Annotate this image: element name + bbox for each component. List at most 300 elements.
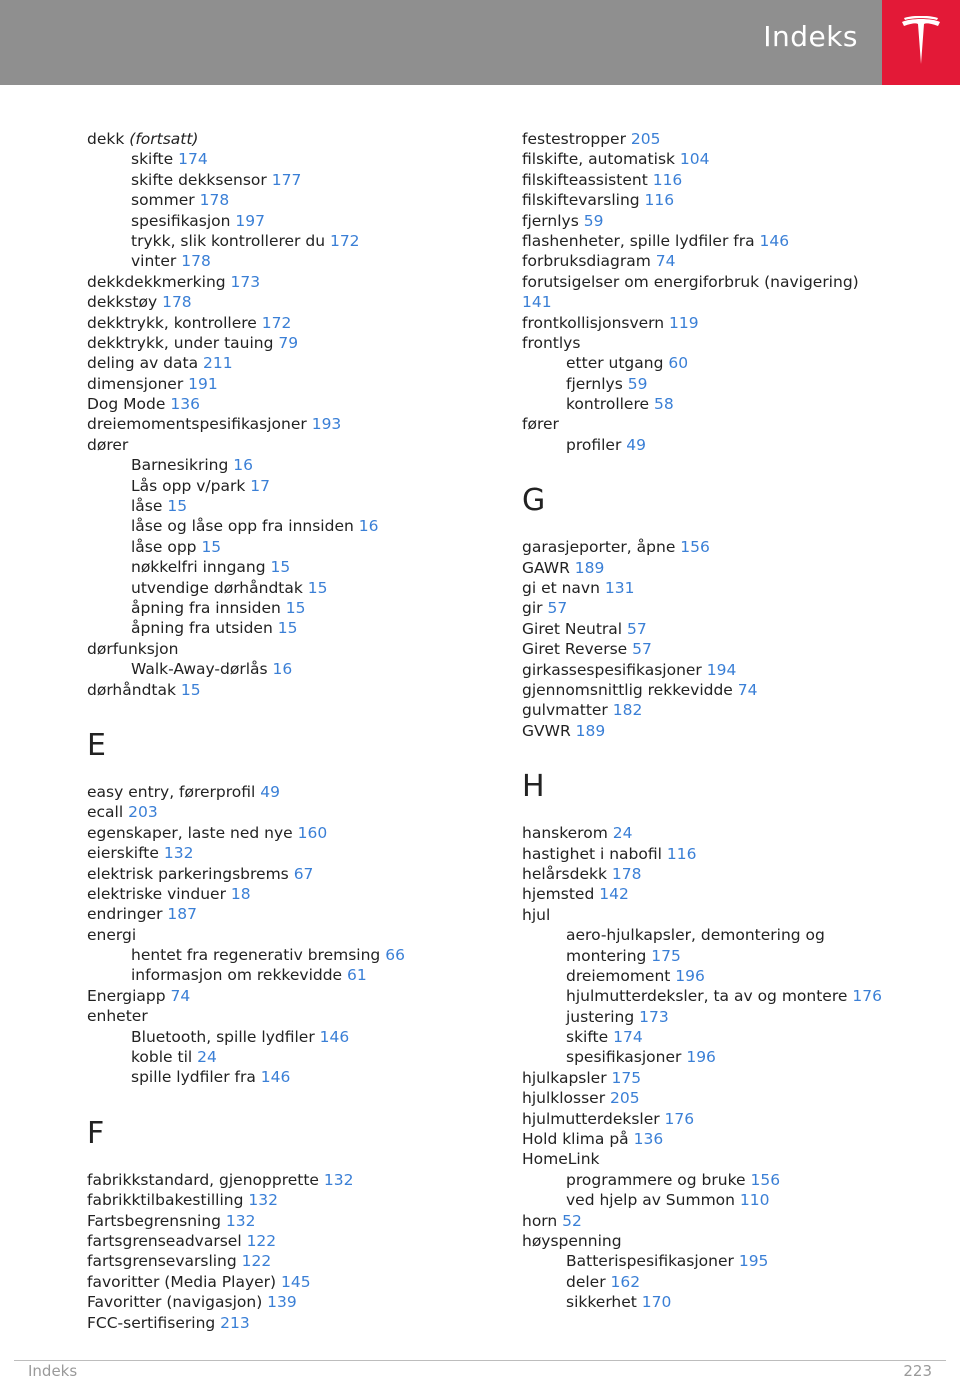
entry-text: dekk bbox=[87, 130, 130, 148]
index-entry bbox=[522, 864, 922, 884]
page-link[interactable]: 119 bbox=[669, 313, 699, 332]
entry-text: enheter bbox=[87, 1007, 148, 1026]
index-entry bbox=[522, 272, 922, 292]
index-entry bbox=[87, 925, 487, 945]
index-entry bbox=[87, 313, 487, 333]
page-title: Indeks bbox=[763, 20, 858, 53]
index-entry bbox=[87, 864, 487, 884]
page-link[interactable]: 74 bbox=[737, 680, 758, 699]
page-link[interactable]: 189 bbox=[574, 558, 605, 577]
index-subentry bbox=[87, 598, 487, 618]
index-letter-heading: E bbox=[87, 727, 106, 763]
entry-text: hjul bbox=[522, 905, 551, 924]
index-entry bbox=[87, 843, 487, 863]
page-link[interactable]: 174 bbox=[178, 150, 208, 169]
index-entry bbox=[87, 272, 487, 292]
page-link[interactable]: 57 bbox=[632, 640, 652, 659]
footer-divider bbox=[14, 1360, 946, 1361]
index-subentry bbox=[87, 618, 487, 638]
entry-text: dekkdekkmerking bbox=[87, 272, 231, 291]
index-subentry bbox=[522, 1272, 922, 1292]
page-link[interactable]: 131 bbox=[604, 579, 635, 598]
entry-text: profiler bbox=[566, 435, 627, 454]
index-entry bbox=[87, 1231, 487, 1251]
page-link[interactable]: 52 bbox=[562, 1211, 582, 1230]
entry-text: filskiftevarsling bbox=[522, 191, 645, 210]
index-subentry bbox=[522, 925, 922, 945]
index-subentry bbox=[87, 476, 487, 496]
entry-text: energi bbox=[87, 925, 137, 944]
page-link[interactable]: 132 bbox=[225, 1211, 256, 1230]
page-link[interactable]: 122 bbox=[241, 1252, 272, 1271]
entry-text: kontrollere bbox=[566, 395, 654, 414]
page-link[interactable]: 49 bbox=[260, 782, 281, 801]
page-link[interactable]: 59 bbox=[583, 211, 604, 230]
entry-text: egenskaper, laste ned nye bbox=[87, 823, 298, 842]
page-link[interactable]: 191 bbox=[188, 374, 218, 393]
entry-text: festestropper bbox=[522, 130, 631, 148]
page-link[interactable]: 173 bbox=[230, 272, 261, 291]
entry-text: GAWR bbox=[522, 558, 575, 577]
index-entry bbox=[87, 823, 487, 843]
page-link[interactable]: 67 bbox=[293, 864, 314, 883]
entry-text: hjulmutterdeksler, ta av og montere bbox=[566, 987, 853, 1006]
page-link[interactable]: 145 bbox=[281, 1272, 311, 1291]
index-entry bbox=[87, 986, 487, 1006]
entry-text: dekktrykk, kontrollere bbox=[87, 313, 262, 332]
entry-text: dørfunksjon bbox=[87, 639, 179, 658]
page-link[interactable]: 176 bbox=[664, 1109, 695, 1128]
index-subentry bbox=[522, 1047, 922, 1067]
entry-text: vinter bbox=[131, 252, 182, 271]
index-entry bbox=[522, 292, 922, 312]
entry-text: låse og låse opp fra innsiden bbox=[131, 517, 359, 536]
page-link[interactable]: 132 bbox=[163, 844, 194, 863]
index-subentry bbox=[87, 1047, 487, 1067]
index-entry bbox=[87, 435, 487, 455]
page-link[interactable]: 18 bbox=[230, 884, 251, 903]
entry-text: høyspenning bbox=[522, 1231, 622, 1250]
page-link[interactable]: 194 bbox=[706, 660, 737, 679]
index-entry bbox=[522, 578, 922, 598]
entry-text: dimensjoner bbox=[87, 374, 189, 393]
entry-text: easy entry, førerprofil bbox=[87, 782, 261, 801]
page-link[interactable]: 49 bbox=[626, 435, 646, 454]
index-letter-heading: G bbox=[522, 483, 546, 519]
entry-text: åpning fra innsiden bbox=[131, 598, 286, 617]
index-entry bbox=[87, 782, 487, 802]
index-entry bbox=[522, 149, 922, 169]
index-subentry bbox=[522, 394, 922, 414]
index-subentry bbox=[87, 965, 487, 985]
index-entry bbox=[87, 1313, 487, 1333]
page-link[interactable]: 170 bbox=[641, 1293, 672, 1312]
entry-text: hentet fra regenerativ bremsing bbox=[131, 946, 386, 965]
page-link[interactable]: 177 bbox=[271, 170, 302, 189]
page-link[interactable]: 142 bbox=[599, 885, 629, 904]
entry-text: sommer bbox=[131, 191, 200, 210]
entry-text: åpning fra utsiden bbox=[131, 619, 278, 638]
page-link[interactable]: 110 bbox=[739, 1191, 770, 1210]
entry-text: Energiapp bbox=[87, 986, 171, 1005]
page-link[interactable]: 139 bbox=[267, 1293, 297, 1312]
tesla-logo-icon bbox=[900, 16, 942, 68]
page-link[interactable]: 156 bbox=[680, 538, 710, 557]
entry-text: favoritter (Media Player) bbox=[87, 1272, 282, 1291]
entry-text: låse bbox=[131, 497, 168, 516]
entry-text: GVWR bbox=[522, 721, 576, 740]
index-subentry bbox=[87, 149, 487, 169]
entry-text: Bluetooth, spille lydfiler bbox=[131, 1027, 320, 1046]
page-link[interactable]: 172 bbox=[261, 313, 292, 332]
entry-text: nøkkelfri inngang bbox=[131, 558, 271, 577]
index-entry bbox=[87, 1211, 487, 1231]
index-entry bbox=[522, 231, 922, 251]
entry-text: forbruksdiagram bbox=[522, 252, 656, 271]
index-entry bbox=[87, 333, 487, 353]
page-link[interactable]: 156 bbox=[750, 1170, 781, 1189]
page-link[interactable]: 116 bbox=[644, 191, 675, 210]
entry-text: frontlys bbox=[522, 333, 581, 352]
page-link[interactable]: 16 bbox=[233, 456, 253, 475]
index-subentry bbox=[87, 231, 487, 251]
index-entry bbox=[522, 170, 922, 190]
page-link[interactable]: 132 bbox=[248, 1191, 278, 1210]
page-link[interactable]: 213 bbox=[220, 1313, 250, 1332]
index-entry bbox=[522, 190, 922, 210]
page-link[interactable]: 187 bbox=[167, 905, 197, 924]
page-link[interactable]: 162 bbox=[610, 1272, 641, 1291]
entry-text: Walk-Away-dørlås bbox=[131, 660, 273, 679]
page-link[interactable]: 15 bbox=[201, 537, 222, 556]
entry-text: fartsgrenseadvarsel bbox=[87, 1231, 247, 1250]
entry-text: aero-hjulkapsler, demontering og bbox=[566, 926, 825, 945]
page-link[interactable]: 57 bbox=[547, 599, 568, 618]
page-link[interactable]: 172 bbox=[329, 231, 360, 250]
page-link[interactable]: 122 bbox=[246, 1231, 277, 1250]
entry-text: frontkollisjonsvern bbox=[522, 313, 670, 332]
index-entry bbox=[522, 1149, 922, 1169]
entry-text: spesifikasjon bbox=[131, 211, 236, 230]
entry-text: fabrikkstandard, gjenopprette bbox=[87, 1170, 324, 1189]
page-link[interactable]: 189 bbox=[575, 721, 606, 740]
page-link[interactable]: 15 bbox=[180, 680, 201, 699]
entry-text: gulvmatter bbox=[522, 701, 613, 720]
index-entry bbox=[522, 1211, 922, 1231]
entry-text: Favoritter (navigasjon) bbox=[87, 1293, 268, 1312]
entry-text: fører bbox=[522, 415, 559, 434]
index-subentry bbox=[87, 455, 487, 475]
page-link[interactable]: 15 bbox=[270, 558, 291, 577]
index-entry bbox=[522, 558, 922, 578]
entry-text: Giret Neutral bbox=[522, 619, 628, 638]
tesla-logo bbox=[882, 0, 960, 85]
index-entry bbox=[522, 905, 922, 925]
entry-text: FCC-sertifisering bbox=[87, 1313, 221, 1332]
page-link[interactable]: 59 bbox=[627, 374, 648, 393]
index-subentry bbox=[87, 516, 487, 536]
entry-text: eierskifte bbox=[87, 844, 164, 863]
entry-text: hjulklosser bbox=[522, 1089, 611, 1108]
index-entry bbox=[87, 884, 487, 904]
entry-text: fjernlys bbox=[566, 374, 628, 393]
entry-text: ved hjelp av Summon bbox=[566, 1191, 740, 1210]
index-subentry bbox=[87, 578, 487, 598]
entry-text: skifte bbox=[131, 150, 179, 169]
entry-text: Lås opp v/park bbox=[131, 476, 251, 495]
page-link[interactable]: 178 bbox=[181, 252, 211, 271]
index-entry bbox=[522, 1109, 922, 1129]
index-entry bbox=[87, 414, 487, 434]
footer-page-number: 223 bbox=[903, 1362, 932, 1380]
index-entry bbox=[87, 394, 487, 414]
index-subentry bbox=[522, 353, 922, 373]
entry-text: fabrikktilbakestilling bbox=[87, 1191, 249, 1210]
page-link[interactable]: 116 bbox=[652, 170, 683, 189]
entry-text: HomeLink bbox=[522, 1150, 600, 1169]
entry-text: montering bbox=[566, 946, 652, 965]
index-entry bbox=[522, 619, 922, 639]
entry-text: Batterispesifikasjoner bbox=[566, 1252, 739, 1271]
page-link[interactable]: 16 bbox=[358, 517, 379, 536]
index-entry bbox=[522, 823, 922, 843]
entry-text: fjernlys bbox=[522, 211, 584, 230]
entry-text: trykk, slik kontrollerer du bbox=[131, 231, 330, 250]
page-link[interactable]: 57 bbox=[627, 619, 647, 638]
entry-text: dreiemomentspesifikasjoner bbox=[87, 415, 312, 434]
index-entry bbox=[87, 1251, 487, 1271]
page-link[interactable]: 205 bbox=[630, 130, 661, 148]
index-subentry bbox=[522, 946, 922, 966]
entry-text: dekktrykk, under tauing bbox=[87, 333, 279, 352]
entry-text: koble til bbox=[131, 1048, 198, 1067]
index-subentry bbox=[522, 435, 922, 455]
page-link[interactable]: 141 bbox=[522, 293, 552, 312]
index-entry bbox=[522, 129, 922, 149]
page-link[interactable]: 74 bbox=[170, 986, 191, 1005]
index-entry bbox=[522, 721, 922, 741]
entry-text: dørhåndtak bbox=[87, 680, 181, 699]
page-link[interactable]: 79 bbox=[278, 333, 299, 352]
page-link[interactable]: 66 bbox=[385, 946, 405, 965]
entry-continued-note: (fortsatt) bbox=[129, 130, 199, 148]
index-letter-heading: H bbox=[522, 769, 545, 805]
entry-text: gjennomsnittlig rekkevidde bbox=[522, 680, 738, 699]
page-link[interactable]: 132 bbox=[323, 1170, 354, 1189]
entry-text: utvendige dørhåndtak bbox=[131, 578, 308, 597]
index-subentry bbox=[522, 1027, 922, 1047]
page-header bbox=[0, 0, 960, 85]
page-link[interactable]: 136 bbox=[633, 1130, 664, 1149]
entry-text: deling av data bbox=[87, 354, 204, 373]
index-entry bbox=[522, 1129, 922, 1149]
index-entry bbox=[87, 129, 487, 149]
entry-text: girkassespesifikasjoner bbox=[522, 660, 707, 679]
index-entry bbox=[522, 680, 922, 700]
index-entry bbox=[522, 639, 922, 659]
entry-text: gir bbox=[522, 599, 548, 618]
entry-text: programmere og bruke bbox=[566, 1170, 751, 1189]
index-entry bbox=[522, 660, 922, 680]
entry-text: sikkerhet bbox=[566, 1293, 642, 1312]
entry-text: elektrisk parkeringsbrems bbox=[87, 864, 294, 883]
index-entry bbox=[522, 251, 922, 271]
index-subentry bbox=[522, 986, 922, 1006]
entry-text: spille lydfiler fra bbox=[131, 1068, 261, 1087]
index-subentry bbox=[87, 211, 487, 231]
index-subentry bbox=[522, 966, 922, 986]
entry-text: hjemsted bbox=[522, 885, 600, 904]
index-subentry bbox=[87, 945, 487, 965]
page-link[interactable]: 182 bbox=[612, 701, 643, 720]
index-entry bbox=[522, 598, 922, 618]
index-subentry bbox=[522, 374, 922, 394]
index-entry bbox=[522, 1088, 922, 1108]
page-link[interactable]: 196 bbox=[686, 1048, 716, 1067]
entry-text: hastighet i nabofil bbox=[522, 844, 667, 863]
page-link[interactable]: 60 bbox=[668, 354, 689, 373]
page-link[interactable]: 24 bbox=[197, 1048, 217, 1067]
index-subentry bbox=[87, 190, 487, 210]
page-link[interactable]: 174 bbox=[613, 1028, 643, 1047]
index-entry bbox=[522, 313, 922, 333]
entry-text: skifte bbox=[566, 1028, 614, 1047]
entry-text: skifte dekksensor bbox=[131, 170, 272, 189]
page-link[interactable]: 173 bbox=[639, 1007, 669, 1026]
entry-text: deler bbox=[566, 1272, 611, 1291]
entry-text: horn bbox=[522, 1211, 563, 1230]
page-link[interactable]: 176 bbox=[852, 987, 882, 1006]
index-entry bbox=[87, 1190, 487, 1210]
entry-text: flashenheter, spille lydfiler fra bbox=[522, 231, 760, 250]
index-entry bbox=[87, 904, 487, 924]
index-subentry bbox=[522, 1190, 922, 1210]
index-entry bbox=[87, 353, 487, 373]
page-link[interactable]: 211 bbox=[203, 354, 233, 373]
page-link[interactable]: 203 bbox=[128, 803, 158, 822]
entry-text: Barnesikring bbox=[131, 456, 234, 475]
index-subentry bbox=[87, 1067, 487, 1087]
index-entry bbox=[522, 884, 922, 904]
entry-text: forutsigelser om energiforbruk (navigering) bbox=[522, 272, 859, 291]
index-subentry bbox=[87, 659, 487, 679]
entry-text: justering bbox=[566, 1007, 640, 1026]
page-link[interactable]: 104 bbox=[679, 150, 710, 169]
page-link[interactable]: 58 bbox=[653, 395, 674, 414]
page-link[interactable]: 61 bbox=[347, 966, 367, 985]
entry-text: låse opp bbox=[131, 537, 202, 556]
index-entry bbox=[522, 414, 922, 434]
index-entry bbox=[87, 802, 487, 822]
page-link[interactable]: 116 bbox=[666, 844, 697, 863]
index-entry bbox=[522, 211, 922, 231]
page-link[interactable]: 178 bbox=[611, 864, 642, 883]
index-entry bbox=[522, 1068, 922, 1088]
page-link[interactable]: 16 bbox=[272, 660, 293, 679]
index-entry bbox=[522, 1231, 922, 1251]
page-link[interactable]: 205 bbox=[610, 1089, 640, 1108]
page-link[interactable]: 175 bbox=[611, 1068, 642, 1087]
entry-text: ecall bbox=[87, 803, 129, 822]
index-entry bbox=[522, 537, 922, 557]
index-entry bbox=[87, 292, 487, 312]
page-link[interactable]: 160 bbox=[297, 823, 328, 842]
index-entry bbox=[87, 1170, 487, 1190]
entry-text: hjulkapsler bbox=[522, 1068, 612, 1087]
index-entry bbox=[87, 1006, 487, 1026]
entry-text: dreiemoment bbox=[566, 966, 676, 985]
index-column-right bbox=[522, 129, 922, 1313]
entry-text: dører bbox=[87, 435, 129, 454]
index-subentry bbox=[87, 251, 487, 271]
page-link[interactable]: 178 bbox=[199, 191, 230, 210]
entry-text: Fartsbegrensning bbox=[87, 1211, 226, 1230]
index-entry bbox=[87, 639, 487, 659]
page-link[interactable]: 197 bbox=[235, 211, 266, 230]
page-link[interactable]: 175 bbox=[651, 946, 681, 965]
page-link[interactable]: 24 bbox=[612, 824, 633, 843]
entry-text: Giret Reverse bbox=[522, 640, 633, 659]
page-link[interactable]: 74 bbox=[655, 252, 676, 271]
page-link[interactable]: 146 bbox=[759, 231, 790, 250]
page-link[interactable]: 17 bbox=[250, 476, 270, 495]
index-entry bbox=[87, 680, 487, 700]
page-link[interactable]: 136 bbox=[170, 395, 200, 414]
index-subentry bbox=[87, 537, 487, 557]
page-link[interactable]: 146 bbox=[319, 1027, 350, 1046]
entry-text: Hold klima på bbox=[522, 1130, 634, 1149]
entry-text: informasjon om rekkevidde bbox=[131, 966, 348, 985]
page-link[interactable]: 15 bbox=[167, 497, 188, 516]
index-subentry bbox=[87, 557, 487, 577]
entry-text: elektriske vinduer bbox=[87, 884, 231, 903]
index-entry bbox=[87, 1272, 487, 1292]
footer-section: Indeks bbox=[28, 1362, 78, 1380]
index-subentry bbox=[522, 1251, 922, 1271]
page-link[interactable]: 15 bbox=[277, 619, 298, 638]
entry-text: hanskerom bbox=[522, 824, 613, 843]
entry-text: gi et navn bbox=[522, 579, 605, 598]
index-subentry bbox=[522, 1292, 922, 1312]
index-subentry bbox=[522, 1007, 922, 1027]
index-entry bbox=[522, 844, 922, 864]
index-entry bbox=[522, 333, 922, 353]
entry-text: garasjeporter, åpne bbox=[522, 538, 681, 557]
index-subentry bbox=[87, 496, 487, 516]
index-subentry bbox=[87, 170, 487, 190]
index-entry bbox=[87, 374, 487, 394]
entry-text: spesifikasjoner bbox=[566, 1048, 687, 1067]
index-column-left bbox=[87, 129, 487, 1333]
page-link[interactable]: 15 bbox=[285, 598, 306, 617]
entry-text: filskifte, automatisk bbox=[522, 150, 680, 169]
entry-text: helårsdekk bbox=[522, 864, 612, 883]
entry-text: dekkstøy bbox=[87, 293, 163, 312]
index-subentry bbox=[87, 1027, 487, 1047]
page-link[interactable]: 195 bbox=[738, 1252, 769, 1271]
page-link[interactable]: 193 bbox=[311, 415, 342, 434]
entry-text: endringer bbox=[87, 905, 168, 924]
entry-text: filskifteassistent bbox=[522, 170, 653, 189]
page-link[interactable]: 146 bbox=[260, 1068, 291, 1087]
entry-text: etter utgang bbox=[566, 354, 669, 373]
entry-text: fartsgrensevarsling bbox=[87, 1252, 242, 1271]
index-letter-heading: F bbox=[87, 1115, 105, 1151]
page-link[interactable]: 196 bbox=[675, 966, 705, 985]
page-link[interactable]: 178 bbox=[162, 293, 192, 312]
page-link[interactable]: 15 bbox=[307, 578, 328, 597]
entry-text: Dog Mode bbox=[87, 395, 171, 414]
